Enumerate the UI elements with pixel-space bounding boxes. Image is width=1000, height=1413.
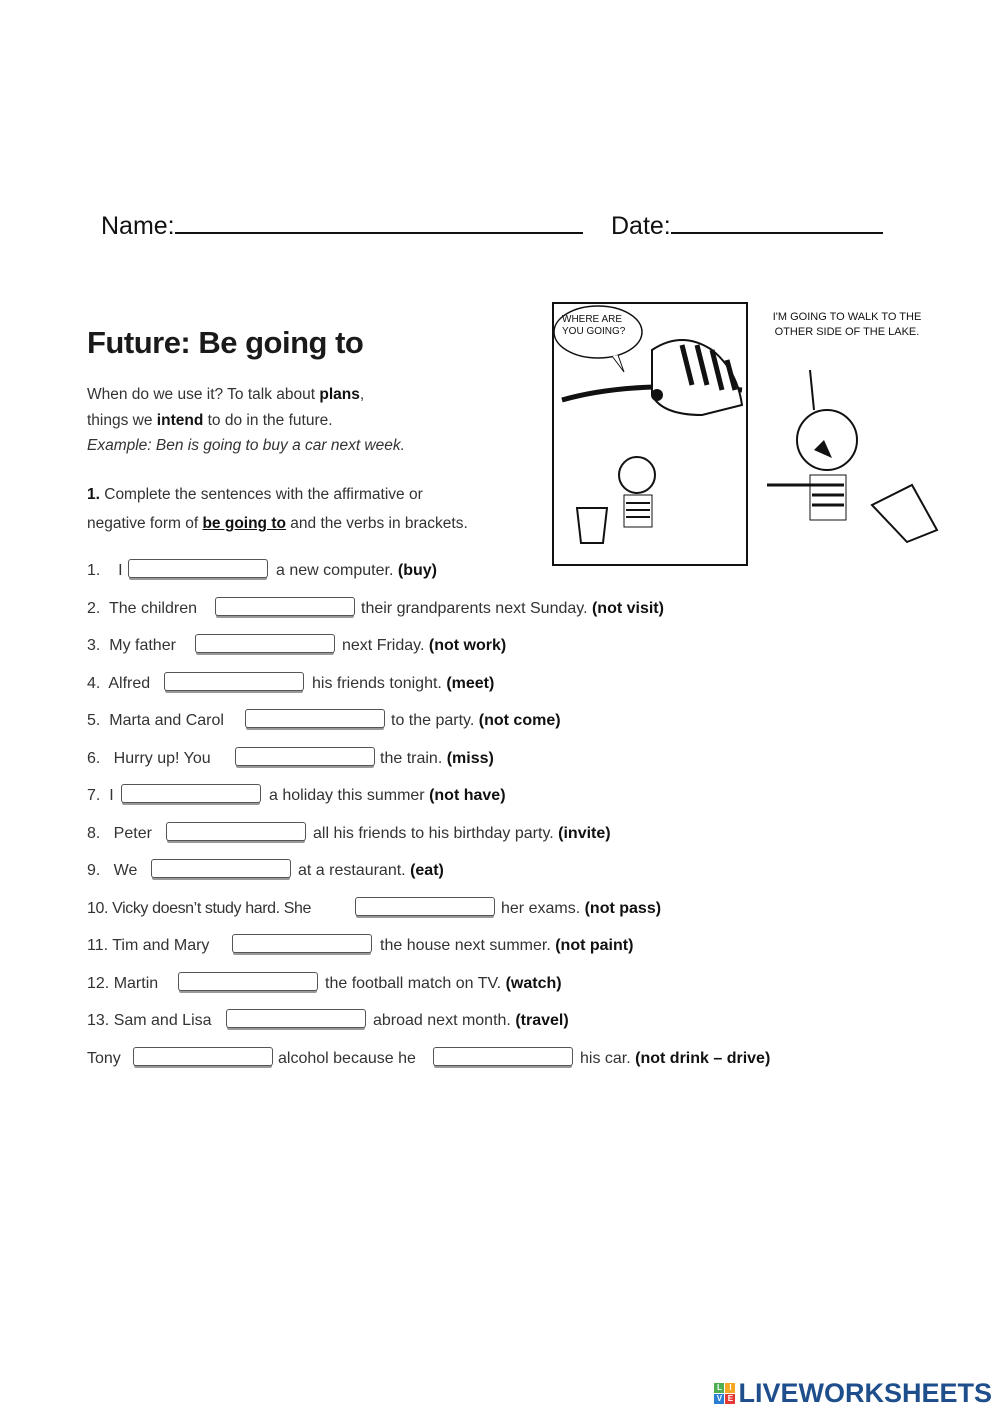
intro-text: ,	[359, 386, 365, 403]
sentence-prefix: 3. My father	[87, 637, 176, 654]
sentence-prefix: 13. Sam and Lisa	[87, 1012, 212, 1029]
sentence-row	[87, 934, 847, 958]
sentence-row	[87, 1047, 847, 1071]
sentence-suffix: a holiday this summer (not have)	[269, 787, 506, 804]
instruction-number: 1.	[87, 486, 100, 503]
answer-input-5[interactable]	[245, 709, 385, 728]
answer-input-13[interactable]	[226, 1009, 366, 1028]
verb-hint: (not have)	[429, 787, 506, 804]
answer-input-14a[interactable]	[133, 1047, 273, 1066]
sentence-row	[87, 559, 847, 583]
liveworksheets-logo	[714, 1378, 992, 1409]
verb-hint: (not pass)	[584, 900, 662, 917]
sentence-prefix: 6. Hurry up! You	[87, 750, 211, 767]
comic-illustration	[552, 300, 947, 568]
sentence-suffix: at a restaurant. (eat)	[298, 862, 444, 879]
name-line	[175, 208, 583, 234]
sentence-prefix: 2. The children	[87, 600, 197, 617]
sentence-middle: alcohol because he	[278, 1050, 416, 1067]
verb-hint: (invite)	[558, 825, 611, 842]
comic-bubble-2: I'M GOING TO WALK TO THE OTHER SIDE OF THE LAKE.	[772, 311, 922, 338]
sentence-suffix: their grandparents next Sunday. (not visit)	[361, 600, 664, 617]
logo-text: LIVEWORKSHEETS	[738, 1378, 992, 1408]
instruction-text: negative form of	[87, 515, 203, 532]
answer-input-9[interactable]	[151, 859, 291, 878]
verb-hint: (meet)	[446, 675, 495, 692]
sentence-row	[87, 672, 847, 696]
sentence-suffix: her exams. (not pass)	[501, 900, 662, 917]
date-label: Date:	[611, 212, 671, 240]
verb-hint: (eat)	[410, 862, 444, 879]
sentence-prefix: 11. Tim and Mary	[87, 937, 210, 954]
verb-hint: (buy)	[397, 562, 437, 579]
sentence-suffix: all his friends to his birthday party. (invite)	[313, 825, 611, 842]
sentence-row	[87, 634, 847, 658]
sentence-prefix: 5. Marta and Carol	[87, 712, 224, 729]
sentence-row	[87, 709, 847, 733]
date-field	[611, 208, 883, 241]
sentence-prefix: 4. Alfred	[87, 675, 151, 692]
intro-line-2	[87, 412, 333, 430]
answer-input-1[interactable]	[128, 559, 268, 578]
intro-bold: intend	[156, 412, 204, 429]
answer-input-4[interactable]	[164, 672, 304, 691]
instruction-text: and the verbs in brackets.	[285, 515, 468, 532]
date-line	[671, 208, 883, 234]
page-title: Future: Be going to	[87, 325, 364, 360]
verb-hint: (not work)	[428, 637, 507, 654]
sentence-row	[87, 859, 847, 883]
sentence-prefix: 7. I	[87, 787, 114, 804]
verb-hint: (travel)	[515, 1012, 569, 1029]
sentence-prefix: 12. Martin	[87, 975, 159, 992]
sentence-suffix: his friends tonight. (meet)	[312, 675, 495, 692]
sentence-suffix: abroad next month. (travel)	[373, 1012, 569, 1029]
sentence-row	[87, 747, 847, 771]
intro-example: Example: Ben is going to buy a car next week.	[87, 437, 405, 454]
intro-text: When do we use it? To talk about	[87, 386, 320, 403]
verb-hint: (not paint)	[555, 937, 634, 954]
sentence-prefix: Tony	[87, 1050, 121, 1067]
verb-hint: (not come)	[478, 712, 561, 729]
verb-hint: (miss)	[446, 750, 494, 767]
intro-line-1	[87, 386, 364, 404]
sentence-row	[87, 972, 847, 996]
comic-bubble-1: WHERE ARE YOU GOING?	[562, 314, 626, 337]
sentence-row	[87, 822, 847, 846]
sentence-suffix: next Friday. (not work)	[342, 637, 507, 654]
sentence-suffix: the train. (miss)	[380, 750, 494, 767]
verb-hint: (watch)	[505, 975, 562, 992]
intro-text: to do in the future.	[203, 412, 333, 429]
sentence-prefix: 1. I	[87, 562, 123, 579]
sentence-row	[87, 1009, 847, 1033]
sentence-suffix: his car. (not drink – drive)	[580, 1050, 771, 1067]
instruction-keyword: be going to	[202, 515, 286, 532]
answer-input-12[interactable]	[178, 972, 318, 991]
answer-input-14b[interactable]	[433, 1047, 573, 1066]
sentence-suffix: a new computer. (buy)	[276, 562, 437, 579]
intro-text: things we	[87, 412, 157, 429]
sentence-prefix: 10. Vicky doesn’t study hard. She	[87, 900, 311, 917]
instruction-line-2	[87, 515, 468, 533]
verb-hint: (not drink – drive)	[635, 1050, 771, 1067]
name-field	[101, 208, 583, 241]
answer-input-2[interactable]	[215, 597, 355, 616]
answer-input-11[interactable]	[232, 934, 372, 953]
sentence-row	[87, 597, 847, 621]
sentence-row	[87, 784, 847, 808]
verb-hint: (not visit)	[591, 600, 664, 617]
sentence-suffix: the football match on TV. (watch)	[325, 975, 562, 992]
answer-input-10[interactable]	[355, 897, 495, 916]
answer-input-6[interactable]	[235, 747, 375, 766]
sentence-prefix: 9. We	[87, 862, 138, 879]
answer-input-7[interactable]	[121, 784, 261, 803]
instruction-text: Complete the sentences with the affirmative or	[99, 486, 423, 503]
instruction-line-1	[87, 486, 423, 504]
intro-bold: plans	[319, 386, 360, 403]
logo-tiles-icon: L I V E	[714, 1383, 735, 1404]
answer-input-8[interactable]	[166, 822, 306, 841]
sentence-suffix: to the party. (not come)	[391, 712, 561, 729]
answer-input-3[interactable]	[195, 634, 335, 653]
sentence-suffix: the house next summer. (not paint)	[380, 937, 634, 954]
sentence-prefix: 8. Peter	[87, 825, 152, 842]
comic-strip	[552, 300, 947, 568]
sentence-row	[87, 897, 847, 921]
name-label: Name:	[101, 212, 175, 240]
